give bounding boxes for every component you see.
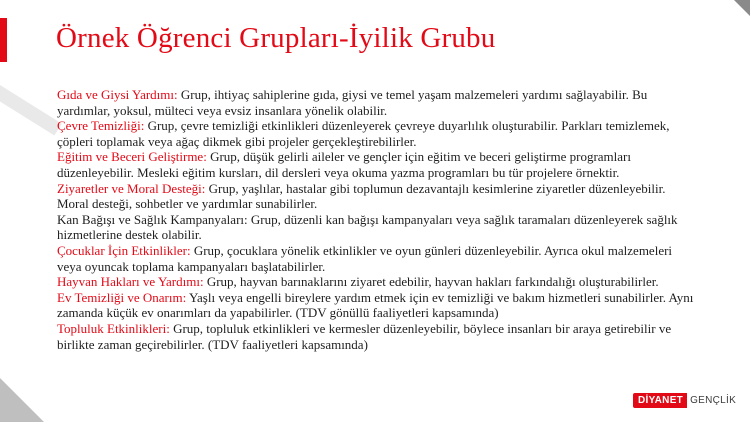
item-heading: Eğitim ve Beceri Geliştirme: — [57, 149, 207, 165]
item-text: Grup, hayvan barınaklarını ziyaret edebilir, hayvan hakları farkındalığı oluşturabilirler. — [203, 274, 659, 290]
item-heading: Ev Temizliği ve Onarım: — [57, 289, 187, 305]
item-heading: Hayvan Hakları ve Yardımı: — [57, 274, 204, 290]
item-text: Grup, çevre temizliği etkinlikleri düzenleyerek çevreye duyarlılık oluşturabilir. Parkları temizlemek, çöpleri toplamak veya ağaç dikmek gibi projeler gerçekleştirebilirler. — [57, 118, 670, 149]
item-heading: Çevre Temizliği: — [57, 118, 145, 134]
list-item — [57, 274, 697, 290]
list-item — [57, 181, 697, 212]
list-item — [57, 149, 697, 180]
item-text: Grup, düşük gelirli aileler ve gençler için eğitim ve beceri geliştirme programları düzenleyebilir. Mesleki eğitim kursları, dil dersleri veya okuma yazma programları bu tür projelere örnektir. — [57, 149, 631, 180]
logo-sub-text: GENÇLİK — [690, 394, 737, 406]
page-title: Örnek Öğrenci Grupları-İyilik Grubu — [56, 22, 496, 54]
title-accent-bar — [0, 18, 7, 62]
item-heading: Gıda ve Giysi Yardımı: — [57, 87, 178, 102]
item-text: Yaşlı veya engelli bireylere yardım etmek için ev temizliği ve bakım hizmetleri sunabilirler. Aynı zamanda küçük ev onarımları da yapabilirler. (TDV gönüllü faaliyetleri kapsamında) — [57, 289, 694, 321]
item-heading: Topluluk Etkinlikleri: — [57, 320, 170, 336]
decorative-band — [0, 60, 62, 135]
item-text: Grup, düzenli kan bağışı kampanyaları veya sağlık taramaları düzenleyerek sağlık hizmetlerine destek olabilir. — [57, 211, 678, 243]
item-text: Grup, ihtiyaç sahiplerine gıda, giysi ve temel yaşam malzemeleri yardımı sağlayabilir. Bu yardımlar, yoksul, mülteci veya evsiz insanlara yönelik olabilir. — [57, 87, 648, 118]
list-item — [57, 118, 697, 149]
list-item — [57, 87, 697, 118]
diyanet-genclik-logo — [633, 392, 736, 408]
list-item — [57, 212, 697, 243]
list-item — [57, 321, 697, 352]
item-text: Grup, topluluk etkinlikleri ve kermesler düzenleyebilir, böylece insanları bir araya getirebilir ve birlikte zaman geçirebilirler. (TDV faaliyetleri kapsamında) — [57, 320, 672, 352]
logo-main-text: DİYANET — [633, 393, 687, 408]
item-heading: Çocuklar İçin Etkinlikler: — [57, 242, 191, 258]
item-text: Grup, yaşlılar, hastalar gibi toplumun dezavantajlı kesimlerine ziyaretler düzenleyebilir. Moral desteği, sohbetler ve yardımlar sunabilirler. — [57, 180, 666, 212]
list-item — [57, 290, 697, 321]
list-item — [57, 243, 697, 274]
corner-decoration-bottom-left — [0, 378, 44, 422]
corner-decoration-top-right — [734, 0, 750, 16]
content-list — [57, 87, 697, 352]
item-heading: Kan Bağışı ve Sağlık Kampanyaları: — [57, 211, 248, 227]
item-text: Grup, çocuklara yönelik etkinlikler ve oyun günleri düzenleyebilir. Ayrıca okul malzemeleri veya oyuncak toplama kampanyaları başlatabilirler. — [57, 242, 673, 274]
item-heading: Ziyaretler ve Moral Desteği: — [57, 180, 206, 196]
